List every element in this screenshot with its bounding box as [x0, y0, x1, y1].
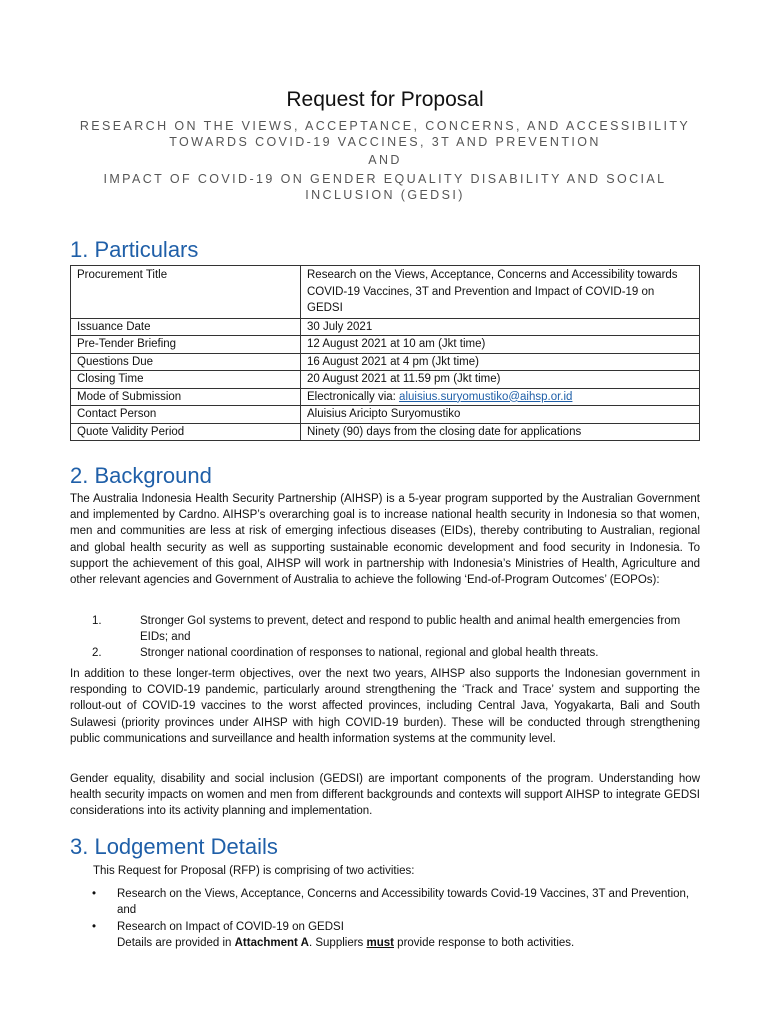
must-emphasis: must	[366, 937, 394, 949]
subtitle-line-3: IMPACT OF COVID-19 ON GENDER EQUALITY DISABILITY AND SOCIAL	[103, 172, 667, 186]
subtitle-gedsi	[60, 171, 710, 203]
bullet-text: Research on the Views, Acceptance, Concerns and Accessibility towards Covid-19 Vaccines, 3T and Prevention, and	[117, 888, 690, 916]
details-suffix: provide response to both activities.	[393, 937, 575, 949]
row-value: Research on the Views, Acceptance, Concerns and Accessibility towards COVID-19 Vaccines, 3T and Prevention and Impact of COVID-19 on GEDSI	[301, 266, 700, 319]
subtitle-line-2: TOWARDS COVID-19 VACCINES, 3T AND PREVENTION	[169, 135, 601, 149]
submission-prefix: Electronically via:	[307, 390, 400, 403]
row-value: 30 July 2021	[301, 318, 700, 336]
row-value: 20 August 2021 at 11.59 pm (Jkt time)	[301, 371, 700, 389]
row-label: Closing Time	[71, 371, 301, 389]
outcome-number: 2.	[92, 647, 102, 659]
lodgement-heading: 3. Lodgement Details	[70, 834, 278, 859]
row-label: Contact Person	[71, 406, 301, 424]
attachment-reference: Attachment A	[234, 937, 309, 949]
details-mid: . Suppliers	[308, 937, 367, 949]
table-row	[71, 266, 700, 319]
lodgement-intro: This Request for Proposal (RFP) is comprising of two activities:	[93, 865, 415, 877]
table-row	[71, 423, 700, 441]
row-value	[301, 388, 700, 406]
table-row	[71, 353, 700, 371]
table-row	[71, 406, 700, 424]
particulars-heading: 1. Particulars	[70, 237, 199, 262]
table-row	[71, 318, 700, 336]
row-label: Mode of Submission	[71, 388, 301, 406]
background-paragraph-2: In addition to these longer-term objectives, over the next two years, AIHSP also supports the Indonesian government in responding to COVID-19 pandemic, particularly around strengthening the ‘Track and Trace’ system and supporting the rollout-out of COVID-19 vaccines to the worst affected provinces, including Central Java, Yogyakarta, Bali and South Sulawesi (priority provinces under AIHSP with high COVID-19 burden). These will be conducted through strengthening public communications and surveillance and health information systems at the community level.	[70, 668, 700, 745]
details-prefix: Details are provided in	[117, 937, 235, 949]
table-row	[71, 388, 700, 406]
row-label: Procurement Title	[71, 266, 301, 319]
row-label: Questions Due	[71, 353, 301, 371]
bullet-text: Research on Impact of COVID-19 on GEDSI	[117, 921, 344, 933]
subtitle-line-4: INCLUSION (GEDSI)	[305, 188, 465, 202]
row-value: 12 August 2021 at 10 am (Jkt time)	[301, 336, 700, 354]
row-value: Aluisius Aricipto Suryomustiko	[301, 406, 700, 424]
bullet-icon: •	[92, 888, 97, 900]
subtitle-research-views	[60, 118, 710, 150]
subtitle-line-1: RESEARCH ON THE VIEWS, ACCEPTANCE, CONCERNS, AND ACCESSIBILITY	[79, 119, 691, 133]
bullet-icon: •	[92, 921, 97, 933]
outcome-number: 1.	[92, 615, 102, 627]
table-row	[71, 336, 700, 354]
page-title: Request for Proposal	[286, 88, 484, 111]
table-row	[71, 371, 700, 389]
outcome-text: Stronger national coordination of responses to national, regional and global health threats.	[140, 647, 599, 659]
row-label: Quote Validity Period	[71, 423, 301, 441]
background-heading: 2. Background	[70, 463, 212, 488]
row-value: Ninety (90) days from the closing date for applications	[301, 423, 700, 441]
submission-email-link[interactable]: aluisius.suryomustiko@aihsp.or.id	[399, 390, 573, 403]
particulars-table	[70, 265, 700, 441]
row-label: Issuance Date	[71, 318, 301, 336]
row-value: 16 August 2021 at 4 pm (Jkt time)	[301, 353, 700, 371]
row-label: Pre-Tender Briefing	[71, 336, 301, 354]
background-paragraph-1: The Australia Indonesia Health Security Partnership (AIHSP) is a 5-year program supported by the Australian Government and implemented by Cardno. AIHSP’s overarching goal is to increase national health security in Indonesia so that women, men and communities are less at risk of emerging infectious diseases (EIDs), thereby contributing to Australian, regional and global health security as well as supporting sustainable economic development and food security in Indonesia. To support the achievement of this goal, AIHSP will work in partnership with Indonesia’s Ministries of Health, Agriculture and other relevant agencies and Government of Australia to achieve the following ‘End-of-Program Outcomes’ (EOPOs):	[70, 493, 700, 587]
background-paragraph-3: Gender equality, disability and social inclusion (GEDSI) are important components of the program. Understanding how health security impacts on women and men from different backgrounds and contexts will support AIHSP to integrate GEDSI considerations into its activity planning and implementation.	[70, 773, 700, 818]
bullet-text-block	[117, 919, 702, 951]
subtitle-and: AND	[368, 153, 402, 167]
outcome-text: Stronger GoI systems to prevent, detect and respond to public health and animal health emergencies from EIDs; and	[140, 615, 681, 643]
